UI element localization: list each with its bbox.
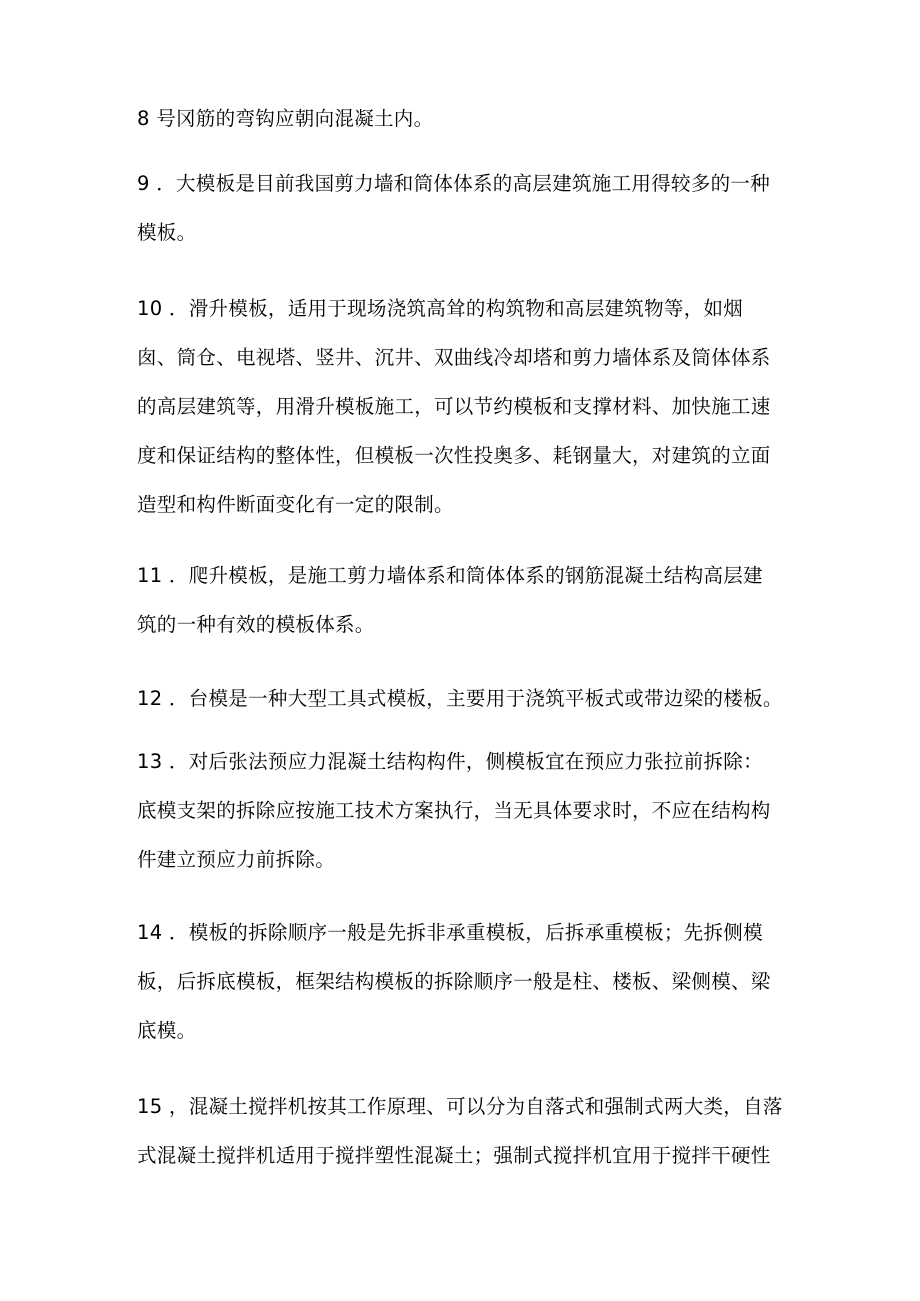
paragraph-line: 13 ．对后张法预应力混凝土结构构件，侧模板宜在预应力张拉前拆除： [137, 750, 763, 773]
paragraph-line: 的高层建筑等，用滑升模板施工，可以节约模板和支撑材料、加快施工速 [137, 395, 771, 418]
paragraph-line: 模板。 [137, 221, 197, 244]
paragraph-line: 式混凝土搅拌机适用于搅拌塑性混凝土；强制式搅拌机宜用于搅拌干硬性 [137, 1144, 771, 1167]
paragraph-line: 板，后拆底模板，框架结构模板的拆除顺序一般是柱、楼板、梁侧模、梁 [137, 970, 771, 993]
paragraph-line: 9 ．大模板是目前我国剪力墙和筒体体系的高层建筑施工用得较多的一种 [137, 172, 771, 195]
paragraph-line: 14 ．模板的拆除顺序一般是先拆非承重模板，后拆承重模板；先拆侧模 [137, 921, 763, 944]
paragraph-14 [137, 908, 787, 1055]
paragraph-9 [137, 159, 787, 257]
paragraph-line: 底模。 [137, 1019, 197, 1042]
paragraph-10 [137, 284, 787, 529]
paragraph-line: 造型和构件断面变化有一定的限制。 [137, 493, 454, 516]
paragraph-line: 筑的一种有效的模板体系。 [137, 613, 375, 636]
paragraph-line: 件建立预应力前拆除。 [137, 848, 336, 871]
paragraph-line: 15 ，混凝土搅拌机按其工作原理、可以分为自落式和强制式两大类，自落 [137, 1095, 783, 1118]
paragraph-line: 10 ．滑升模板，适用于现场浇筑高耸的构筑物和高层建筑物等，如烟 [137, 297, 744, 320]
paragraph-line: 11 ．爬升模板，是施工剪力墙体系和筒体体系的钢筋混凝土结构高层建 [137, 564, 763, 587]
paragraph-15 [137, 1082, 787, 1180]
paragraph-12 [137, 674, 787, 723]
paragraph-8 [137, 94, 787, 143]
paragraph-line: 底模支架的拆除应按施工技术方案执行，当无具体要求时，不应在结构构 [137, 799, 771, 822]
paragraph-13 [137, 737, 787, 884]
paragraph-line: 度和保证结构的整体性，但模板一次性投奥多、耗钢量大，对建筑的立面 [137, 444, 771, 467]
paragraph-line: 囱、筒仓、电视塔、竖井、沉井、双曲线冷却塔和剪力墙体系及筒体体系 [137, 346, 771, 369]
paragraph-line: 12 ．台模是一种大型工具式模板，主要用于浇筑平板式或带边梁的楼板。 [137, 687, 783, 710]
paragraph-line: 8 号冈筋的弯钩应朝向混凝土内。 [137, 107, 434, 130]
paragraph-11 [137, 551, 787, 649]
